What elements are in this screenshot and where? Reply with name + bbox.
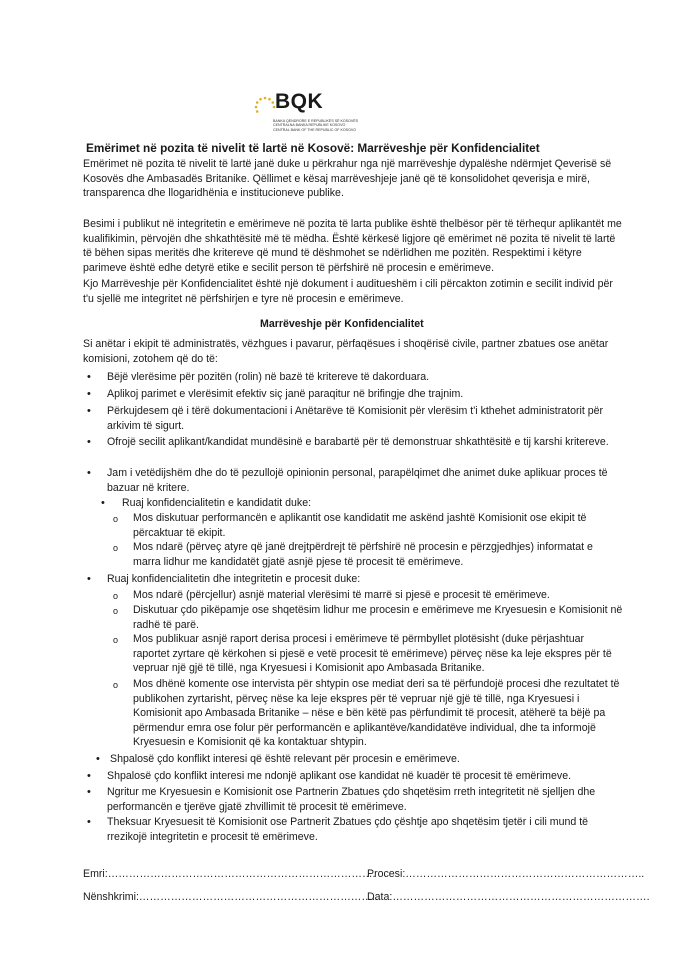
bullet-icon: •	[101, 497, 105, 509]
list-item: Mos publikuar asnjë raport derisa procesi i emërimeve të përmbyllet plotësisht (duke përjashtuar raportet zyrtare që kërkohen si pjesë e vetë procesit të emërimeve) përveç nëse ka leje ekspres për të vepruar një gjë të tillë, nga Kryesuesi i Komisionit apo Ambasada Britanike.	[133, 633, 612, 675]
bullet-icon: •	[87, 573, 91, 585]
star-ring-icon	[253, 95, 277, 119]
list-item: Ofrojë secilit aplikant/kandidat mundësinë e barabartë për të demonstruar shkathtësitë e tij karshi kritereve.	[107, 436, 609, 448]
bullet-icon: •	[87, 467, 91, 479]
list-item: Ngritur me Kryesuesin e Komisionit ose Partnerin Zbatues çdo shqetësim rreth integritetit në sjelljen dhe performancën e tjerëve gjatë zhvillimit të procesit të emërimeve.	[107, 786, 596, 813]
list-item: Ruaj konfidencialitetin dhe integritetin e procesit duke:	[107, 573, 361, 585]
circle-bullet-icon: o	[113, 543, 119, 553]
section-heading: Marrëveshje për Konfidencialitet	[260, 318, 424, 330]
logo-text: BQK	[275, 90, 324, 113]
circle-bullet-icon: o	[113, 606, 119, 616]
bullet-icon: •	[87, 405, 91, 417]
list-item: Mos dhënë komente ose intervista për shtypin ose mediat deri sa të përfundojë procesi dhe rezultatet të publikohen zyrtarisht, përveç nëse ka leje ekspres për të vepruar një gjë të tillë, nga Kryesuesi i Komisionit apo Ambasada Britanike – nëse e bën këtë pas përfundimit të procesit, atëherë ta bëjë pa përmendur emra ose folur për performancën e aplikantëve/kandidatëve individual, dhe ta informojë Kryesuesin e Komisionit që ka kontaktuar shtypin.	[133, 678, 620, 749]
logo-subtitle: BANKA QENDRORE E REPUBLIKËS SË KOSOVËS CENTRALNA BANKA REPUBLIKE KOSOVO CENTRAL BANK OF THE REPUBLIC OF KOSOVO	[273, 119, 359, 132]
list-item: Jam i vetëdijshëm dhe do të pezullojë opinionin personal, parapëlqimet dhe animet duke aplikuar proces të bazuar në kritere.	[107, 467, 608, 494]
circle-bullet-icon: o	[113, 514, 119, 524]
list-item: Mos ndarë (përcjellur) asnjë material vlerësimi të marrë si pjesë e procesit të emërimeve.	[133, 589, 550, 601]
commitment-intro: Si anëtar i ekipit të administratës, vëzhgues i pavarur, përfaqësues i shoqërisë civile, partner zbatues ose anëtar komisioni, zotohem që do të:	[83, 338, 609, 365]
list-item: Theksuar Kryesuesit të Komisionit ose Partnerit Zbatues çdo çështje apo shqetësim tjetër i cili mund të rrezikojë integritetin e procesit të emërimeve.	[107, 816, 589, 843]
list-item: Mos diskutuar performancën e aplikantit ose kandidatit me askënd jashtë Komisionit ose ekipit të përcaktuar të ekipit.	[133, 512, 587, 539]
bullet-icon: •	[87, 816, 91, 828]
list-item: Diskutuar çdo pikëpamje ose shqetësim lidhur me procesin e emërimeve me Kryesuesin e Komisionit në radhë të parë.	[133, 604, 623, 631]
bullet-icon: •	[87, 786, 91, 798]
date-field[interactable]: Data:……………………………………………………………….	[367, 891, 650, 903]
bqk-logo	[253, 90, 359, 135]
paragraph-agreement: Kjo Marrëveshje për Konfidencialitet është një dokument i auditueshëm i cili përcakton zotimin e secilit individ për t'u sjellë me integritet në përfshirjen e tyre në procesin e emërimeve.	[83, 278, 613, 305]
circle-bullet-icon: o	[113, 591, 119, 601]
list-item: Aplikoj parimet e vlerësimit efektiv siç janë paraqitur në brifingje dhe trajnim.	[107, 388, 464, 400]
paragraph-trust: Besimi i publikut në integritetin e emërimeve në pozita të larta publike është thelbësor për të tërhequr aplikantët me kualifikimin, përvojën dhe shkathtësitë më të mëdha. Është kërkesë ligjore që emërimet në pozita të nivelit të lartë të bëhen sipas meritës dhe kritereve që mund të dëshmohet se ndërlidhen me pozitën. Respektimi i këtyre parimeve është edhe detyrë etike e secilit person të përfshirë në procesin e emërimeve.	[83, 218, 622, 274]
list-item: Shpalosë çdo konflikt interesi që është relevant për procesin e emërimeve.	[110, 753, 460, 765]
circle-bullet-icon: o	[113, 680, 119, 690]
name-field[interactable]: Emri:………………………………………………………………….	[83, 868, 376, 880]
list-item: Ruaj konfidencialitetin e kandidatit duke:	[122, 497, 312, 509]
process-field[interactable]: Procesi:…………………………………………………………..	[367, 868, 645, 880]
circle-bullet-icon: o	[113, 635, 119, 645]
paragraph-intro: Emërimet në pozita të nivelit të lartë janë duke u përkrahur nga një marrëveshje dypalëshe ndërmjet Qeverisë së Kosovës dhe Ambasadës Britanike. Qëllimet e kësaj marrëveshjeje janë që të konsolidohet qeverisja e mirë, transparenca dhe llogaridhënia e institucioneve publike.	[83, 158, 612, 200]
list-item: Shpalosë çdo konflikt interesi me ndonjë aplikant ose kandidat në kuadër të procesit të emërimeve.	[107, 770, 572, 782]
bullet-icon: •	[87, 388, 91, 400]
list-item: Mos ndarë (përveç atyre që janë drejtpërdrejt të përfshirë në procesin e përzgjedhjes) informatat e marra lidhur me kandidatët gjatë asnjë pjese të procesit të emërimeve.	[133, 541, 593, 568]
bullet-icon: •	[87, 770, 91, 782]
bullet-icon: •	[96, 753, 100, 765]
bullet-icon: •	[87, 436, 91, 448]
signature-field[interactable]: Nënshkrimi:…………………………………………………………..	[83, 891, 378, 903]
document-title: Emërimet në pozita të nivelit të lartë në Kosovë: Marrëveshje për Konfidencialitet	[86, 141, 540, 155]
bullet-icon: •	[87, 371, 91, 383]
list-item: Bëjë vlerësime për pozitën (rolin) në bazë të kritereve të dakorduara.	[107, 371, 430, 383]
list-item: Përkujdesem që i tërë dokumentacioni i Anëtarëve të Komisionit për vlerësim t'i kthehet administratorit për arkivim të sigurt.	[107, 405, 604, 432]
